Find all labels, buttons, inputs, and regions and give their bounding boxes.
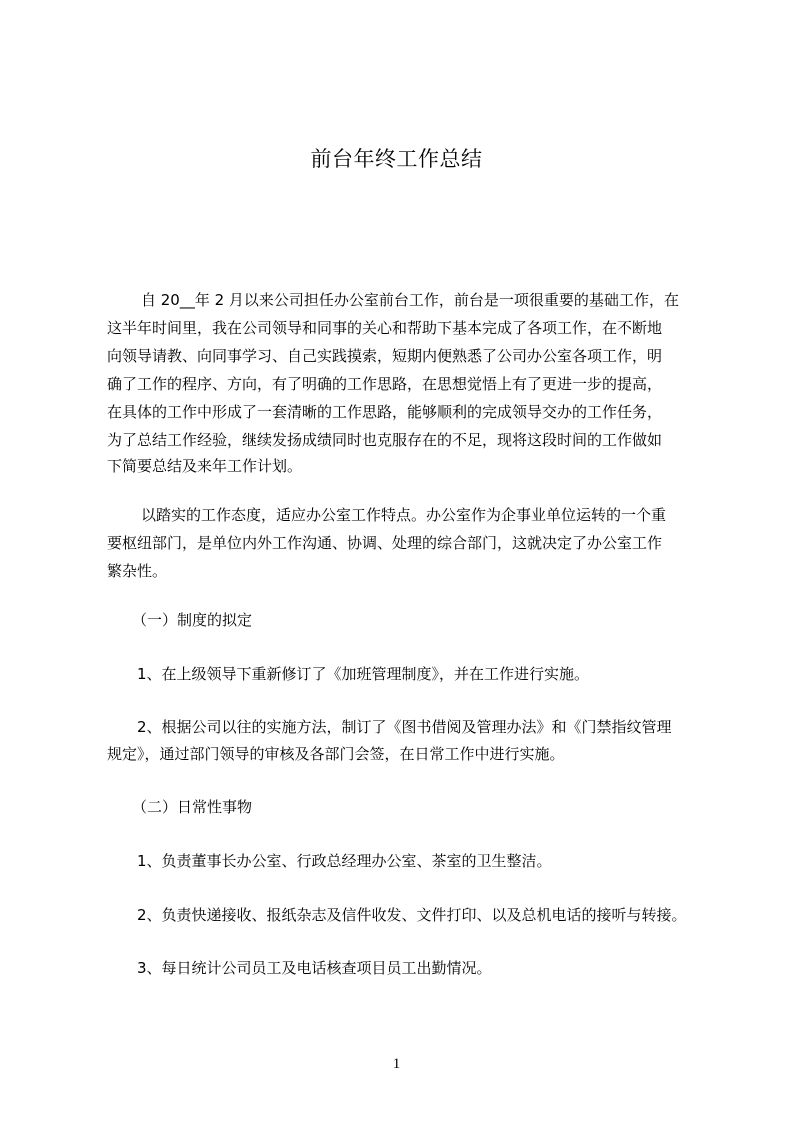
paragraph-2-line-2: 要枢纽部门，是单位内外工作沟通、协调、处理的综合部门，这就决定了办公室工作	[107, 534, 663, 552]
document-title: 前台年终工作总结	[310, 147, 483, 171]
section-1-item-2-line-1: 2、根据公司以往的实施方法，制订了《图书借阅及管理办法》和《门禁指纹管理	[137, 718, 672, 736]
section-2-item-3: 3、每日统计公司员工及电话核查项目员工出勤情况。	[137, 959, 492, 977]
section-1-item-1: 1、在上级领导下重新修订了《加班管理制度》，并在工作进行实施。	[137, 665, 590, 683]
paragraph-1-line-4: 确了工作的程序、方向，有了明确的工作思路，在思想觉悟上有了更进一步的提高，	[107, 375, 663, 393]
section-2-item-2: 2、负责快递接收、报纸杂志及信件收发、文件打印、以及总机电话的接听与转接。	[137, 906, 687, 924]
page-number: 1	[392, 1056, 401, 1072]
paragraph-1-line-7: 下简要总结及来年工作计划。	[107, 457, 303, 475]
paragraph-1-line-3: 向领导请教、向同事学习、自己实践摸索，短期内便熟悉了公司办公室各项工作，明	[107, 347, 663, 365]
paragraph-1-line-5: 在具体的工作中形成了一套清晰的工作思路，能够顺利的完成领导交办的工作任务，	[107, 403, 663, 421]
section-2-heading: （二）日常性事物	[132, 798, 253, 816]
paragraph-2-line-1: 以踏实的工作态度，适应办公室工作特点。办公室作为企事业单位运转的一个重	[141, 506, 667, 524]
section-1-heading: （一）制度的拟定	[132, 611, 253, 629]
section-1-item-2-line-2: 规定》，通过部门领导的审核及各部门会签，在日常工作中进行实施。	[107, 745, 565, 763]
paragraph-2-line-3: 繁杂性。	[107, 562, 168, 580]
paragraph-1-line-1: 自 20__年 2 月以来公司担任办公室前台工作，前台是一项很重要的基础工作，在	[141, 291, 679, 309]
section-2-item-1: 1、负责董事长办公室、行政总经理办公室、茶室的卫生整洁。	[137, 852, 552, 870]
paragraph-1-line-2: 这半年时间里，我在公司领导和同事的关心和帮助下基本完成了各项工作，在不断地	[107, 319, 663, 337]
paragraph-1-line-6: 为了总结工作经验，继续发扬成绩同时也克服存在的不足，现将这段时间的工作做如	[107, 431, 663, 449]
